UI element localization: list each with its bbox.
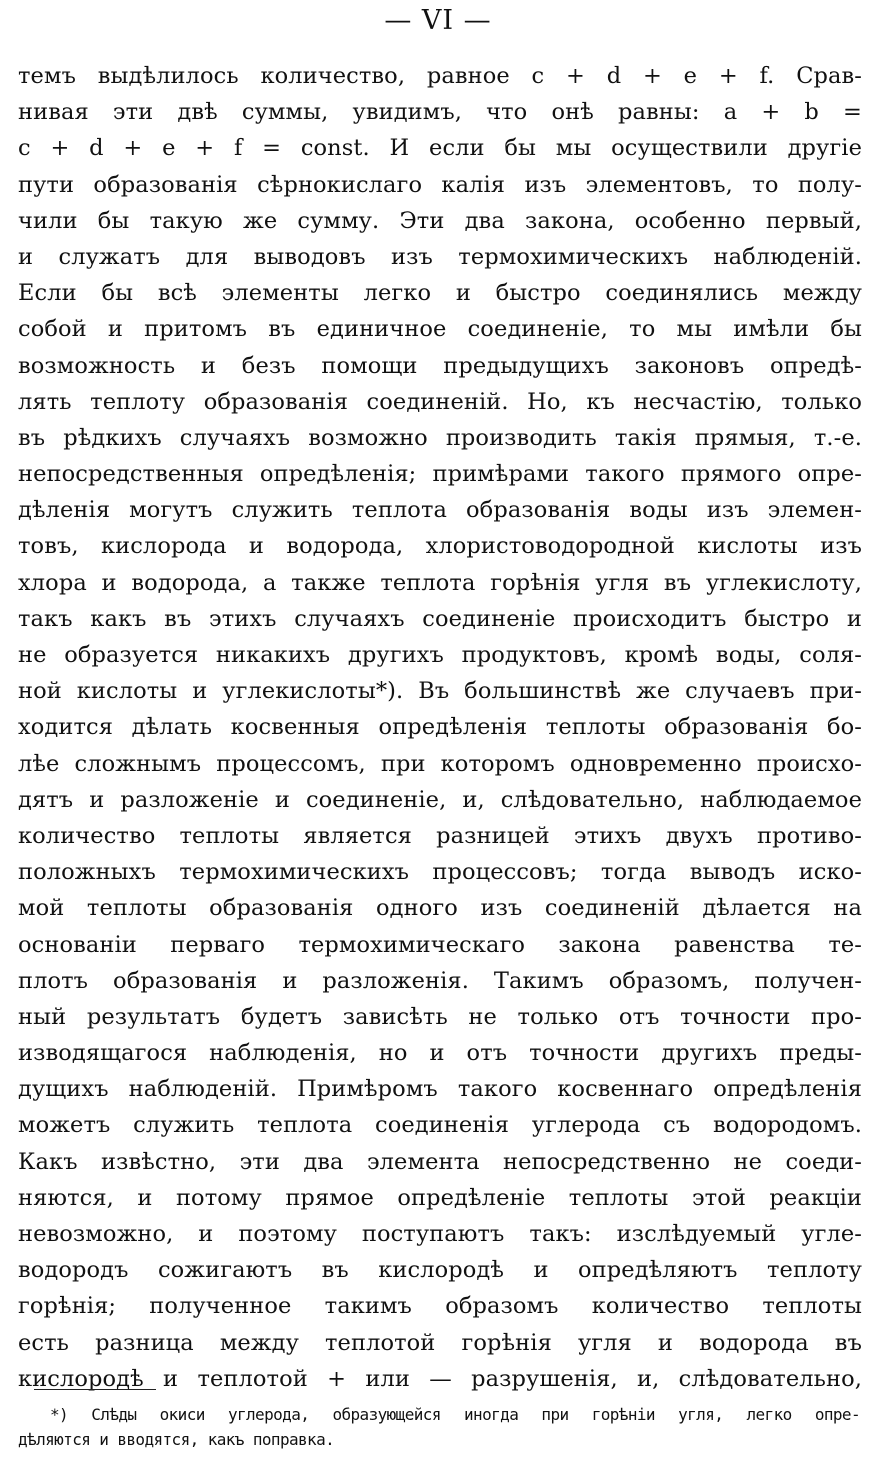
text-line: собой и притомъ въ единичное соединеніе, то мы имѣли бы <box>18 316 862 343</box>
text-line: есть разница между теплотой горѣнія угля и водорода въ <box>18 1329 862 1356</box>
footnote-line: *) Слѣды окиси углерода, образующейся иногда при горѣніи угля, легко опре- <box>50 1405 860 1424</box>
text-line: непосредственныя опредѣленія; примѣрами такого прямого опре- <box>18 461 862 488</box>
text-line: ный результатъ будетъ зависѣть не только отъ точности про- <box>18 1003 862 1030</box>
text-line: водородъ сожигаютъ въ кислородѣ и опредѣляютъ теплоту <box>18 1257 862 1284</box>
text-line: пути образованія сѣрнокислаго калія изъ элементовъ, то полу- <box>18 171 862 198</box>
text-line: дятъ и разложеніе и соединеніе, и, слѣдовательно, наблюдаемое <box>18 786 862 813</box>
text-line: Если бы всѣ элементы легко и быстро соединялись между <box>18 280 862 307</box>
text-line: лѣе сложнымъ процессомъ, при которомъ одновременно происхо- <box>18 750 862 777</box>
text-line: горѣнія; полученное такимъ образомъ количество теплоты <box>18 1293 862 1320</box>
text-line: c + d + e + f = const. И если бы мы осуществили другіе <box>18 135 862 162</box>
footnote-divider <box>34 1389 156 1390</box>
text-line: въ рѣдкихъ случаяхъ возможно производить такія прямыя, т.-е. <box>18 424 862 451</box>
text-line: плотъ образованія и разложенія. Такимъ образомъ, получен- <box>18 967 862 994</box>
text-line: ходится дѣлать косвенныя опредѣленія теплоты образованія бо- <box>18 714 862 741</box>
text-line: положныхъ термохимическихъ процессовъ; тогда выводъ иско- <box>18 859 862 886</box>
text-line: товъ, кислорода и водорода, хлористоводородной кислоты изъ <box>18 533 862 560</box>
text-line: и служатъ для выводовъ изъ термохимическихъ наблюденій. <box>18 243 862 270</box>
text-line: нивая эти двѣ суммы, увидимъ, что онѣ равны: a + b = <box>18 99 862 126</box>
text-line: можетъ служить теплота соединенія углерода съ водородомъ. <box>18 1112 862 1139</box>
text-line: кислородѣ и теплотой + или — разрушенія, и, слѣдовательно, <box>18 1365 862 1392</box>
text-line: количество теплоты является разницей этихъ двухъ противо- <box>18 822 862 849</box>
text-line: лять теплоту образованія соединеній. Но, къ несчастію, только <box>18 388 862 415</box>
footnote <box>18 1402 860 1452</box>
text-line: дущихъ наблюденій. Примѣромъ такого косвеннаго опредѣленія <box>18 1076 862 1103</box>
text-line: изводящагося наблюденія, но и отъ точности другихъ преды- <box>18 1040 862 1067</box>
text-line: невозможно, и поэтому поступаютъ такъ: изслѣдуемый угле- <box>18 1221 862 1247</box>
page-number: — VI — <box>384 5 492 36</box>
text-line: Какъ извѣстно, эти два элемента непосредственно не соеди- <box>18 1148 862 1175</box>
text-line: основаніи перваго термохимическаго закона равенства те- <box>18 931 862 958</box>
text-line: дѣленія могутъ служить теплота образованія воды изъ элемен- <box>18 497 862 524</box>
text-line: темъ выдѣлилось количество, равное c + d + e + f. Срав- <box>18 63 862 89</box>
main-text <box>18 58 862 1397</box>
text-line: возможность и безъ помощи предыдущихъ законовъ опредѣ- <box>18 352 862 379</box>
text-line: мой теплоты образованія одного изъ соединеній дѣлается на <box>18 895 862 922</box>
text-line: ной кислоты и углекислоты*). Въ большинствѣ же случаевъ при- <box>18 678 862 705</box>
footnote-line: дѣляются и вводятся, какъ поправка. <box>18 1430 335 1449</box>
text-line: хлора и водорода, а также теплота горѣнія угля въ углекислоту, <box>18 569 862 596</box>
text-line: няются, и потому прямое опредѣленіе теплоты этой реакціи <box>18 1184 862 1211</box>
text-line: такъ какъ въ этихъ случаяхъ соединеніе происходитъ быстро и <box>18 605 862 632</box>
text-line: не образуется никакихъ другихъ продуктовъ, кромѣ воды, соля- <box>18 642 862 668</box>
text-line: чили бы такую же сумму. Эти два закона, особенно первый, <box>18 207 862 234</box>
